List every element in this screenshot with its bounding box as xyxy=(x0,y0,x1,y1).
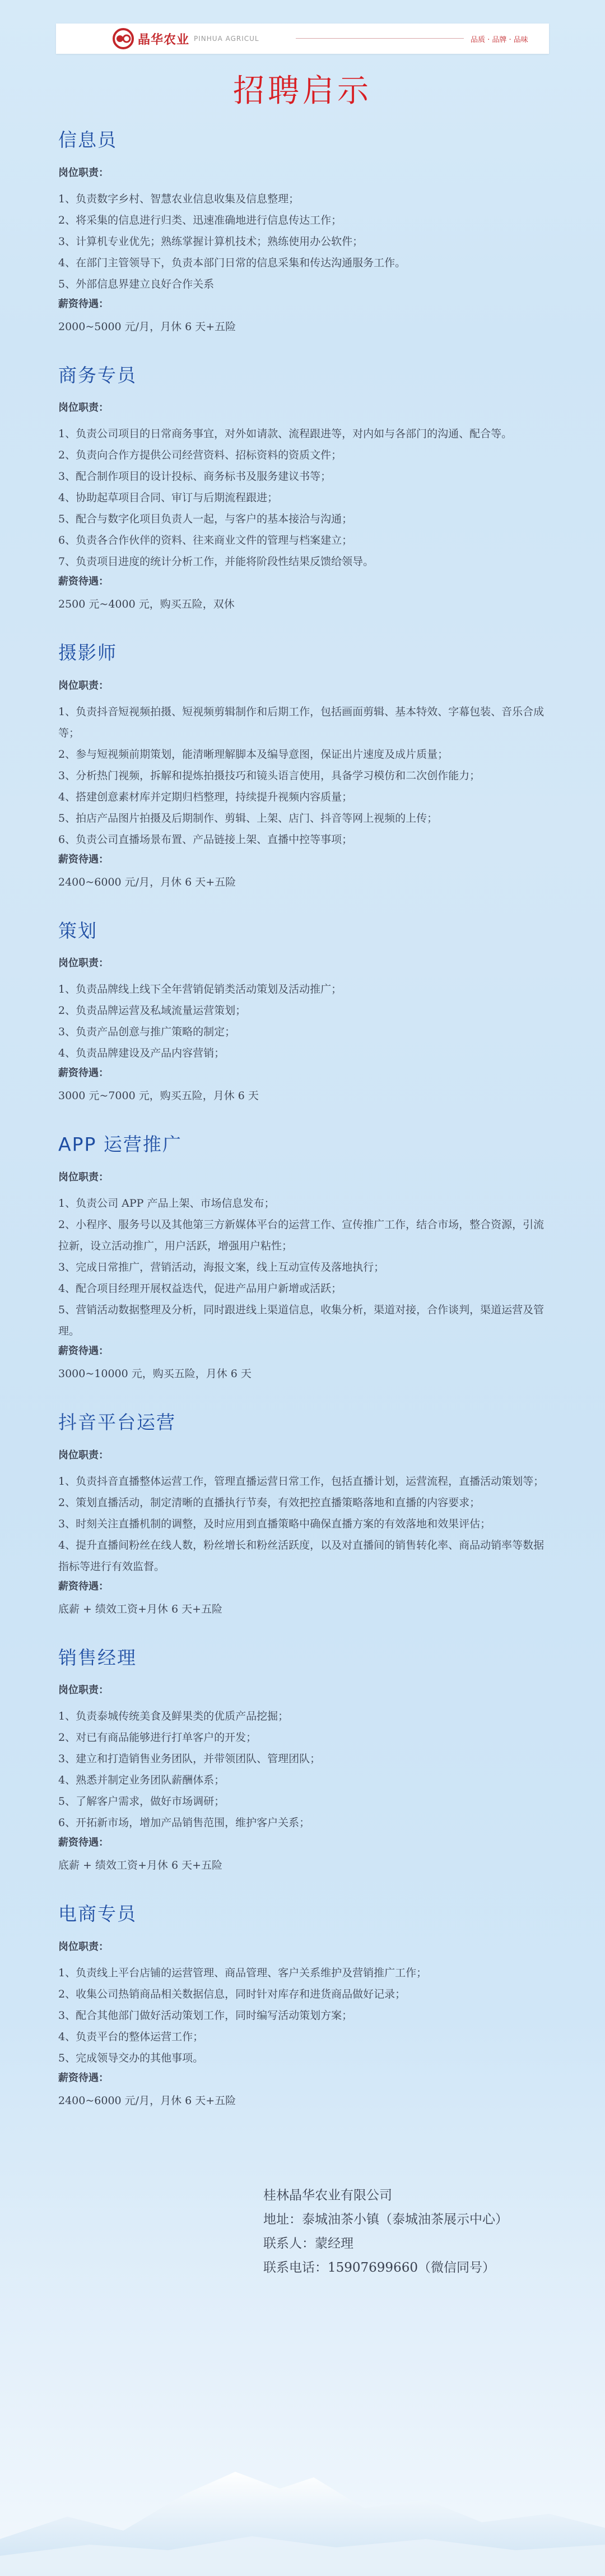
duty-label: 岗位职责： xyxy=(58,1940,109,1953)
pay-label: 薪资待遇： xyxy=(58,1580,109,1592)
contact-person: 联系人：蒙经理 xyxy=(263,2236,353,2251)
duty-item: 2、负责向合作方提供公司经营资料、招标资料的资质文件； xyxy=(58,449,342,462)
duty-label: 岗位职责： xyxy=(58,402,109,414)
duty-item: 2、参与短视频前期策划，能清晰理解脚本及编导意图，保证出片速度及成片质量； xyxy=(58,748,449,761)
pay-label: 薪资待遇： xyxy=(58,1837,109,1849)
duty-item: 5、营销活动数据整理及分析，同时跟进线上渠道信息，收集分析，渠道对接，合作谈判，渠道运营及管理。 xyxy=(58,1303,544,1337)
duty-item: 3、配合其他部门做好活动策划工作，同时编写活动策划方案； xyxy=(58,2009,353,2022)
company-address: 地址：泰城油茶小镇（泰城油茶展示中心） xyxy=(263,2212,508,2227)
duty-item: 1、负责线上平台店铺的运营管理、商品管理、客户关系维护及营销推广工作； xyxy=(58,1966,427,1979)
duty-item: 1、负责公司 APP 产品上架、市场信息发布； xyxy=(58,1197,275,1210)
job-title: 电商专员 xyxy=(58,1903,137,1925)
salary-text: 3000 元~7000 元，购买五险，月休 6 天 xyxy=(58,1090,259,1102)
duty-item: 3、建立和打造销售业务团队，并带领团队、管理团队； xyxy=(58,1753,321,1766)
salary-text: 底薪 + 绩效工资+月休 6 天+五险 xyxy=(58,1859,223,1872)
header-bar xyxy=(56,24,549,54)
duty-label: 岗位职责： xyxy=(58,1171,109,1183)
duty-item: 3、分析热门视频，拆解和提炼拍摄技巧和镜头语言使用，具备学习模仿和二次创作能力； xyxy=(58,769,481,782)
job-title: 抖音平台运营 xyxy=(58,1411,176,1433)
duty-item: 1、负责抖音短视频拍摄、短视频剪辑制作和后期工作，包括画面剪辑、基本特效、字幕包装、音乐合成等； xyxy=(58,705,544,739)
duty-item: 2、将采集的信息进行归类、迅速准确地进行信息传达工作； xyxy=(58,214,342,226)
duty-label: 岗位职责： xyxy=(58,166,109,179)
job-section xyxy=(58,129,547,364)
duty-item: 5、拍店产品图片拍摄及后期制作、剪辑、上架、店门、抖音等网上视频的上传； xyxy=(58,812,438,824)
job-section xyxy=(58,364,547,642)
job-section xyxy=(58,1411,547,1647)
job-list xyxy=(58,129,547,2138)
duty-item: 4、配合项目经理开展权益迭代，促进产品用户新增或活跃； xyxy=(58,1282,342,1295)
duty-item: 1、负责泰城传统美食及鲜果类的优质产品挖掘； xyxy=(58,1710,289,1723)
duty-item: 5、了解客户需求，做好市场调研； xyxy=(58,1795,225,1808)
salary-text: 2000~5000 元/月，月休 6 天+五险 xyxy=(58,320,236,333)
job-section xyxy=(58,1133,547,1411)
duty-item: 2、收集公司热销商品相关数据信息，同时针对库存和进货商品做好记录； xyxy=(58,1987,406,2000)
job-title: 商务专员 xyxy=(58,364,137,386)
logo-text: 晶华农业 xyxy=(138,33,190,47)
job-section xyxy=(58,1903,547,2138)
job-title: 摄影师 xyxy=(58,642,117,664)
duty-item: 3、配合制作项目的设计投标、商务标书及服务建议书等； xyxy=(58,470,332,483)
mountain-backdrop xyxy=(0,2410,605,2576)
salary-text: 2500 元~4000 元，购买五险，双休 xyxy=(58,598,235,611)
duty-item: 6、负责公司直播场景布置、产品链接上架、直播中控等事项； xyxy=(58,833,353,846)
duty-label: 岗位职责： xyxy=(58,679,109,692)
duty-item: 3、计算机专业优先；熟练掌握计算机技术；熟练使用办公软件； xyxy=(58,235,364,248)
duty-item: 2、对已有商品能够进行打单客户的开发； xyxy=(58,1731,257,1744)
header-slogan: 品质 · 品牌 · 品味 xyxy=(468,33,530,45)
duty-item: 3、时刻关注直播机制的调整，及时应用到直播策略中确保直播方案的有效落地和效果评估； xyxy=(58,1517,491,1530)
duty-label: 岗位职责： xyxy=(58,1449,109,1461)
duty-item: 1、负责公司项目的日常商务事宜，对外如请款、流程跟进等，对内如与各部门的沟通、配合等。 xyxy=(58,428,513,441)
duty-label: 岗位职责： xyxy=(58,957,109,970)
pay-label: 薪资待遇： xyxy=(58,1345,109,1357)
pay-label: 薪资待遇： xyxy=(58,1067,109,1079)
contact-info xyxy=(263,2184,543,2280)
duty-item: 6、负责各合作伙伴的资料、往来商业文件的管理与档案建立； xyxy=(58,534,353,547)
duty-item: 4、提升直播间粉丝在线人数，粉丝增长和粉丝活跃度，以及对直播间的销售转化率、商品动销率等数据指标等进行有效监督。 xyxy=(58,1539,544,1573)
job-title: 信息员 xyxy=(58,129,117,151)
duty-item: 4、在部门主管领导下，负责本部门日常的信息采集和传达沟通服务工作。 xyxy=(58,256,406,269)
job-section xyxy=(58,1647,547,1903)
duty-item: 5、配合与数字化项目负责人一起，与客户的基本接洽与沟通； xyxy=(58,513,353,526)
duty-item: 5、完成领导交办的其他事项。 xyxy=(58,2051,204,2064)
brand-logo xyxy=(112,27,259,50)
salary-text: 2400~6000 元/月，月休 6 天+五险 xyxy=(58,875,236,888)
contact-phone: 联系电话：15907699660（微信同号） xyxy=(263,2260,495,2275)
duty-item: 1、负责抖音直播整体运营工作，管理直播运营日常工作，包括直播计划，运营流程，直播活动策划等； xyxy=(58,1475,544,1488)
duty-item: 5、外部信息界建立良好合作关系 xyxy=(58,277,215,290)
salary-text: 2400~6000 元/月，月休 6 天+五险 xyxy=(58,2094,236,2107)
duty-item: 4、负责品牌建设及产品内容营销； xyxy=(58,1047,225,1060)
duty-item: 7、负责项目进度的统计分析工作，并能将阶段性结果反馈给领导。 xyxy=(58,555,374,568)
job-title: APP 运营推广 xyxy=(58,1133,182,1156)
duty-item: 3、负责产品创意与推广策略的制定； xyxy=(58,1026,236,1039)
duty-item: 1、负责品牌线上线下全年营销促销类活动策划及活动推广； xyxy=(58,983,342,996)
salary-text: 底薪 + 绩效工资+月休 6 天+五险 xyxy=(58,1602,223,1615)
pay-label: 薪资待遇： xyxy=(58,298,109,310)
logo-english-text: PINHUA AGRICUL xyxy=(194,35,259,43)
page-title: 招聘启示 xyxy=(233,73,372,109)
duty-item: 3、完成日常推广，营销活动，海报文案，线上互动宣传及落地执行； xyxy=(58,1261,385,1273)
logo-mark-icon xyxy=(112,27,134,50)
duty-item: 1、负责数字乡村、智慧农业信息收集及信息整理； xyxy=(58,192,300,205)
duty-item: 4、熟悉并制定业务团队薪酬体系； xyxy=(58,1774,225,1787)
job-section xyxy=(58,920,547,1134)
pay-label: 薪资待遇： xyxy=(58,2072,109,2084)
job-title: 销售经理 xyxy=(58,1646,137,1669)
job-section xyxy=(58,642,547,920)
duty-item: 4、搭建创意素材库并定期归档整理，持续提升视频内容质量； xyxy=(58,790,353,803)
pay-label: 薪资待遇： xyxy=(58,853,109,865)
company-name: 桂林晶华农业有限公司 xyxy=(263,2188,392,2203)
duty-item: 2、小程序、服务号以及其他第三方新媒体平台的运营工作、宣传推广工作，结合市场，整合资源，引流拉新，设立活动推广，用户活跃，增强用户粘性； xyxy=(58,1218,544,1252)
header-divider xyxy=(296,38,464,39)
duty-item: 2、负责品牌运营及私域流量运营策划； xyxy=(58,1004,246,1017)
salary-text: 3000~10000 元，购买五险，月休 6 天 xyxy=(58,1367,252,1380)
duty-item: 4、协助起草项目合同、审订与后期流程跟进； xyxy=(58,492,278,504)
duty-item: 4、负责平台的整体运营工作； xyxy=(58,2030,204,2043)
duty-item: 6、开拓新市场，增加产品销售范围，维护客户关系； xyxy=(58,1817,310,1829)
job-title: 策划 xyxy=(58,919,97,942)
duty-label: 岗位职责： xyxy=(58,1684,109,1697)
pay-label: 薪资待遇： xyxy=(58,576,109,588)
duty-item: 2、策划直播活动，制定清晰的直播执行节奏，有效把控直播策略落地和直播的内容要求； xyxy=(58,1496,481,1509)
